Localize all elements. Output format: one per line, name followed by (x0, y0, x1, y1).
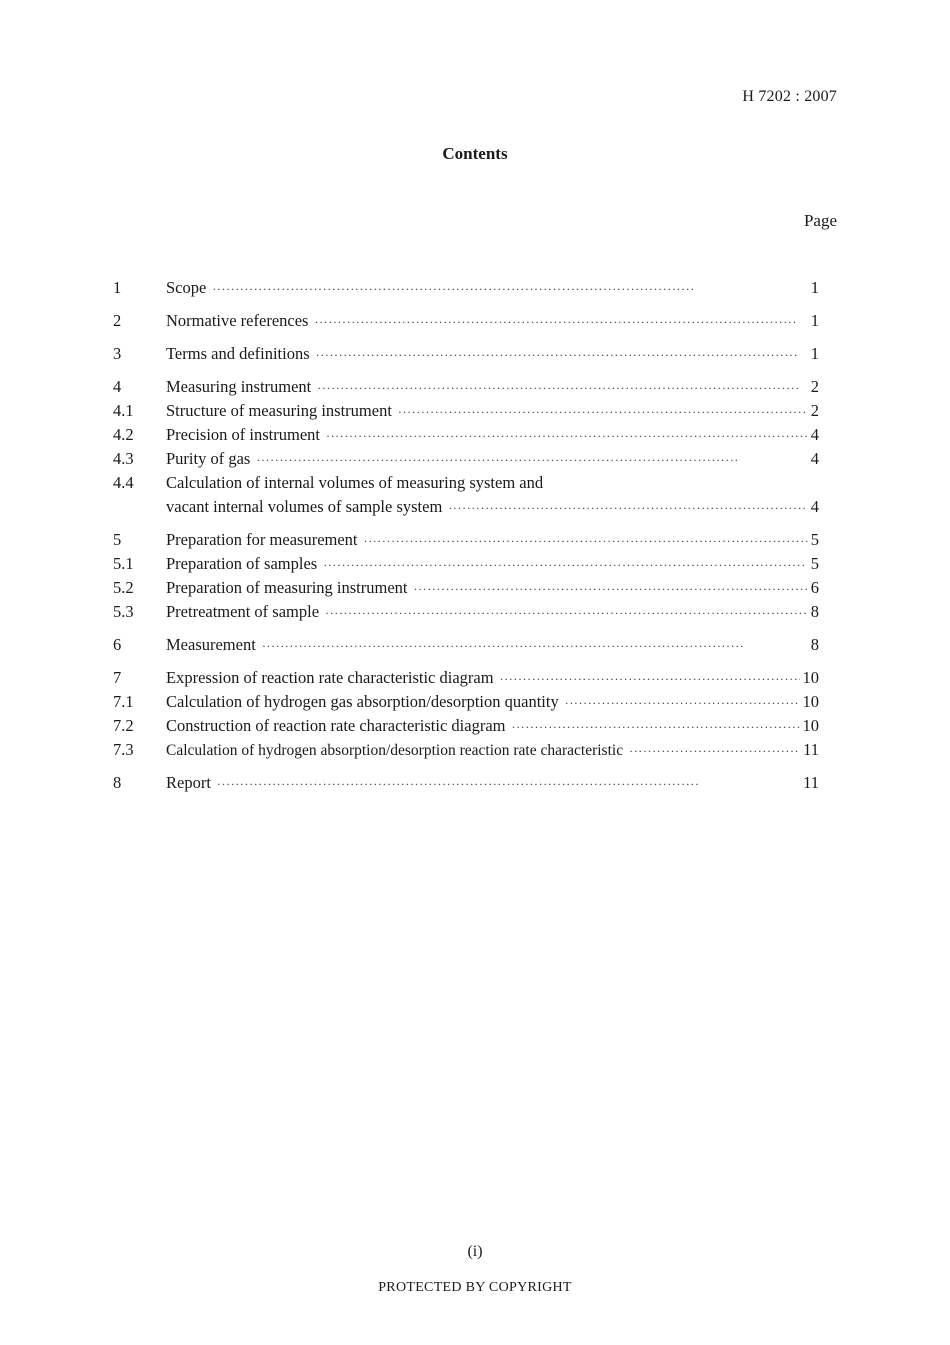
toc-entry-number: 7.1 (113, 692, 134, 711)
toc-entry-number: 4.3 (113, 449, 134, 468)
toc-entry-page: 8 (810, 635, 819, 654)
toc-entry-page: 2 (810, 401, 819, 420)
toc-entry-number: 1 (113, 278, 122, 297)
toc-entry-page: 5 (810, 554, 819, 573)
toc-entry-title: Calculation of hydrogen gas absorption/desorption quantity (166, 692, 559, 711)
toc-entry-page: 1 (810, 311, 819, 330)
toc-entry-number: 5 (113, 530, 122, 549)
toc-section (113, 375, 819, 519)
toc-dot-leader (212, 277, 807, 301)
footer-page-number: (i) (467, 1243, 483, 1260)
toc-entry-page: 6 (810, 578, 819, 597)
toc-entry[interactable] (113, 690, 819, 714)
toc-section (113, 528, 819, 624)
toc-dot-leader (326, 424, 808, 448)
toc-dot-leader (316, 343, 808, 367)
toc-section (113, 666, 819, 762)
toc-entry[interactable] (113, 771, 819, 795)
toc-entry-number: 4.4 (113, 473, 134, 492)
toc-entry-title: Normative references (166, 311, 309, 330)
toc-dot-leader (500, 667, 800, 691)
toc-entry[interactable] (113, 714, 819, 738)
toc-section (113, 771, 819, 795)
toc-entry-page: 11 (803, 773, 819, 792)
toc-entry-number: 4 (113, 377, 122, 396)
toc-entry-title: Terms and definitions (166, 344, 310, 363)
toc-entry[interactable] (113, 633, 819, 657)
toc-dot-leader (217, 772, 800, 796)
toc-dot-leader (256, 448, 807, 472)
toc-entry[interactable] (113, 375, 819, 399)
toc-entry-title: Pretreatment of sample (166, 602, 320, 621)
toc-entry-title: Structure of measuring instrument (166, 401, 392, 420)
toc-entry-page: 4 (810, 425, 819, 444)
toc-entry[interactable] (113, 471, 819, 495)
toc-entry[interactable] (113, 528, 819, 552)
toc-dot-leader (629, 739, 800, 763)
toc-dot-leader (448, 496, 807, 520)
toc-entry[interactable] (113, 600, 819, 624)
page-title: Contents (442, 144, 508, 163)
toc-entry[interactable] (113, 447, 819, 471)
toc-entry-title: Scope (166, 278, 207, 297)
toc-entry-title: Report (166, 773, 211, 792)
toc-entry-number: 5.1 (113, 554, 134, 573)
toc-entry-title: Expression of reaction rate characteristic diagram (166, 668, 494, 687)
toc-entry[interactable] (113, 738, 819, 762)
document-id: H 7202 : 2007 (742, 88, 837, 105)
toc-entry-number: 3 (113, 344, 122, 363)
toc-entry-number: 2 (113, 311, 122, 330)
toc-entry[interactable] (113, 552, 819, 576)
copyright-notice: PROTECTED BY COPYRIGHT (378, 1280, 572, 1295)
toc-entry[interactable] (113, 276, 819, 300)
toc-dot-leader (314, 310, 807, 334)
toc-entry-title: Measuring instrument (166, 377, 312, 396)
toc-section (113, 342, 819, 366)
toc-dot-leader (262, 634, 808, 658)
toc-entry-number: 7 (113, 668, 122, 687)
toc-entry-title: Measurement (166, 635, 256, 654)
toc-entry-number: 7.3 (113, 740, 134, 759)
toc-entry-number: 5.2 (113, 578, 134, 597)
toc-entry-page: 4 (810, 449, 819, 468)
toc-entry-title: Calculation of internal volumes of measuring system and (166, 473, 544, 492)
toc-entry-number: 6 (113, 635, 122, 654)
toc-entry-page: 10 (802, 668, 819, 687)
toc-entry[interactable] (113, 342, 819, 366)
toc-entry-page: 5 (810, 530, 819, 549)
toc-entry-title: Precision of instrument (166, 425, 320, 444)
toc-entry-page: 2 (810, 377, 819, 396)
toc-entry-page: 8 (810, 602, 819, 621)
toc-dot-leader (413, 577, 807, 601)
toc-entry-page: 1 (810, 278, 819, 297)
toc-dot-leader (317, 376, 807, 400)
toc-entry-number: 8 (113, 773, 122, 792)
toc-entry-page: 1 (810, 344, 819, 363)
toc-entry-title: Preparation for measurement (166, 530, 358, 549)
toc-entry-page: 4 (810, 497, 819, 516)
toc-dot-leader (325, 601, 808, 625)
toc-entry[interactable] (113, 423, 819, 447)
toc-entry[interactable] (113, 666, 819, 690)
toc-entry-title: Preparation of samples (166, 554, 318, 573)
toc-dot-leader (511, 715, 799, 739)
toc-dot-leader (323, 553, 808, 577)
toc-entry-number: 5.3 (113, 602, 134, 621)
toc-dot-leader (565, 691, 800, 715)
toc-entry-number: 4.1 (113, 401, 134, 420)
toc-section (113, 633, 819, 657)
toc-entry-page: 11 (803, 740, 819, 759)
toc-entry-title: Purity of gas (166, 449, 251, 468)
toc-entry-title: Construction of reaction rate characteristic diagram (166, 716, 506, 735)
toc-entry-title: Preparation of measuring instrument (166, 578, 408, 597)
toc-dot-leader (398, 400, 808, 424)
toc-entry[interactable] (113, 309, 819, 333)
toc-dot-leader (364, 529, 808, 553)
toc-entry[interactable] (113, 495, 819, 519)
toc-entry-number: 4.2 (113, 425, 134, 444)
toc-entry-page: 10 (802, 692, 819, 711)
table-of-contents (113, 276, 819, 804)
toc-entry-title: Calculation of hydrogen absorption/desorption reaction rate characteristic (166, 742, 624, 759)
page-column-label: Page (803, 211, 837, 230)
toc-entry[interactable] (113, 399, 819, 423)
toc-entry-page: 10 (802, 716, 819, 735)
toc-section (113, 276, 819, 300)
toc-entry-title: vacant internal volumes of sample system (166, 497, 443, 516)
toc-entry-number: 7.2 (113, 716, 134, 735)
toc-section (113, 309, 819, 333)
toc-entry[interactable] (113, 576, 819, 600)
